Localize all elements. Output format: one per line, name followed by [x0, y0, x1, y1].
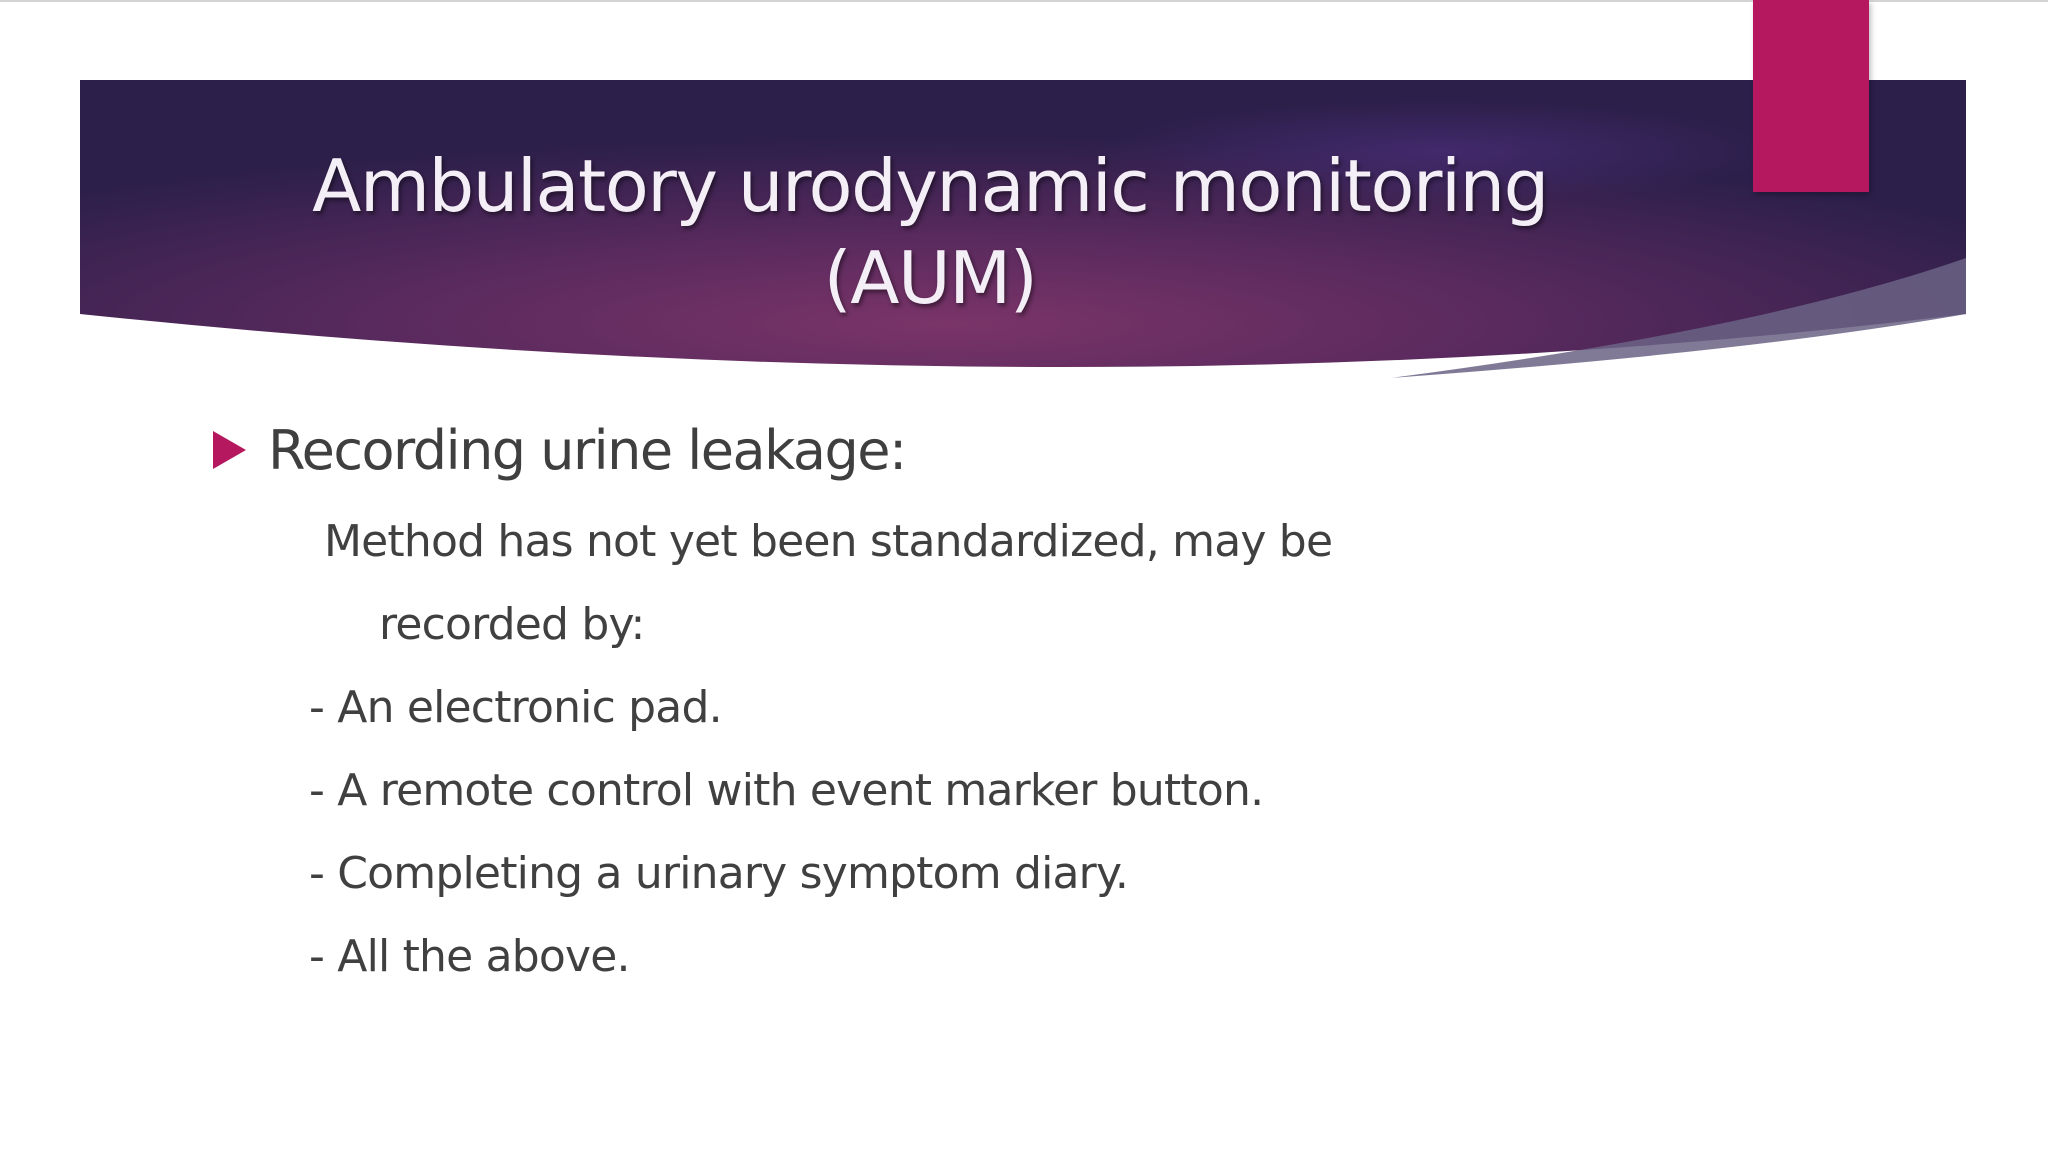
intro-line-1: Method has not yet been standardized, may be: [324, 516, 1333, 567]
list-item: - All the above.: [309, 931, 630, 982]
bullet-row: [213, 410, 906, 490]
title-line-1: Ambulatory urodynamic monitoring: [312, 144, 1548, 228]
intro-line-2: recorded by:: [379, 599, 645, 650]
triangle-right-icon: [213, 431, 246, 469]
title-line-2: (AUM): [823, 236, 1037, 320]
list-item: - An electronic pad.: [309, 682, 722, 733]
bullet-heading: Recording urine leakage:: [268, 418, 906, 482]
list-item: - A remote control with event marker button.: [309, 765, 1264, 816]
list-item: - Completing a urinary symptom diary.: [309, 848, 1129, 899]
